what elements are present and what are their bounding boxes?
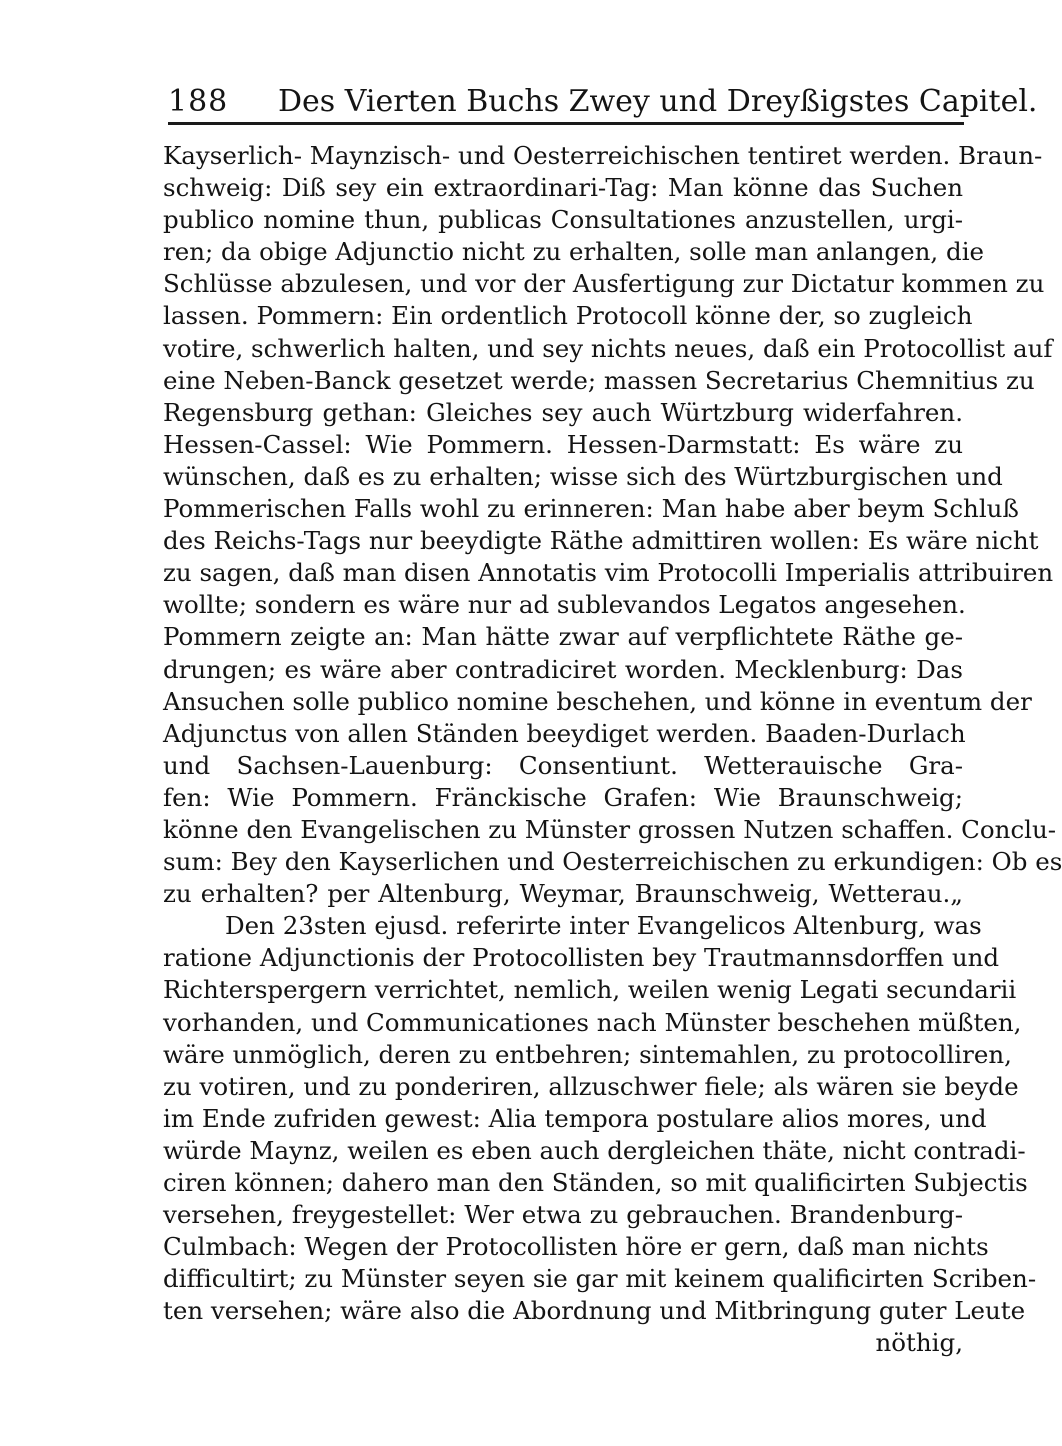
text-line: im Ende zufriden gewest: Alia tempora postulare alios mores, und bbox=[163, 1103, 987, 1133]
text-line: lassen. Pommern: Ein ordentlich Protocoll könne der, so zugleich bbox=[163, 301, 973, 331]
text-line: Ansuchen solle publico nomine beschehen, und könne in eventum der bbox=[163, 686, 1032, 716]
text-line: eine Neben-Banck gesetzet werde; massen Secretarius Chemnitius zu bbox=[163, 365, 1035, 395]
text-line: Regensburg gethan: Gleiches sey auch Würtzburg widerfahren. bbox=[163, 397, 963, 427]
text-line: Hessen-Cassel: Wie Pommern. Hessen-Darmstatt: Es wäre zu bbox=[163, 429, 963, 459]
header-rule bbox=[168, 122, 964, 125]
text-line: Richterspergern verrichtet, nemlich, weilen wenig Legati secundarii bbox=[163, 975, 1017, 1005]
text-line: Adjunctus von allen Ständen beeydiget werden. Baaden-Durlach bbox=[163, 718, 966, 748]
text-line: publico nomine thun, publicas Consultationes anzustellen, urgi- bbox=[163, 205, 963, 235]
text-line: Culmbach: Wegen der Protocollisten höre er gern, daß man nichts bbox=[163, 1232, 989, 1262]
text-line: würde Maynz, weilen es eben auch dergleichen thäte, nicht contradi- bbox=[163, 1135, 1026, 1165]
text-line: Pommerischen Falls wohl zu erinneren: Man habe aber beym Schluß bbox=[163, 494, 1019, 524]
text-line: Den 23sten ejusd. referirte inter Evangelicos Altenburg, was bbox=[225, 911, 982, 941]
running-title: Des Vierten Buchs Zwey und Dreyßigstes Capitel. bbox=[278, 84, 1038, 119]
text-line: wäre unmöglich, deren zu entbehren; sintemahlen, zu protocolliren, bbox=[163, 1039, 1012, 1069]
text-line: und Sachsen-Lauenburg: Consentiunt. Wetterauische Gra- bbox=[163, 750, 963, 780]
text-line: ratione Adjunctionis der Protocollisten bey Trautmannsdorffen und bbox=[163, 943, 1000, 973]
text-line: zu sagen, daß man disen Annotatis vim Protocolli Imperialis attribuiren bbox=[163, 558, 1054, 588]
text-line: Kayserlich- Maynzisch- und Oesterreichischen tentiret werden. Braun- bbox=[163, 141, 1043, 170]
page-number: 188 bbox=[168, 84, 229, 119]
text-line: drungen; es wäre aber contradiciret worden. Mecklenburg: Das bbox=[163, 654, 963, 684]
text-line: Schlüsse abzulesen, und vor der Ausfertigung zur Dictatur kommen zu bbox=[163, 269, 1045, 299]
body-text bbox=[163, 140, 1062, 1360]
text-line: zu erhalten? per Altenburg, Weymar, Braunschweig, Wetterau.„ bbox=[163, 879, 963, 909]
text-line: wollte; sondern es wäre nur ad sublevandos Legatos angesehen. bbox=[163, 590, 966, 620]
text-line: ren; da obige Adjunctio nicht zu erhalten, solle man anlangen, die bbox=[163, 237, 985, 267]
text-line: wünschen, daß es zu erhalten; wisse sich des Würtzburgischen und bbox=[163, 461, 1003, 491]
text-line: könne den Evangelischen zu Münster grossen Nutzen schaffen. Conclu- bbox=[163, 814, 1057, 844]
text-line: versehen, freygestellet: Wer etwa zu gebrauchen. Brandenburg- bbox=[163, 1200, 963, 1230]
text-line: schweig: Diß sey ein extraordinari-Tag: Man könne das Suchen bbox=[163, 173, 963, 203]
text-line: fen: Wie Pommern. Fränckische Grafen: Wie Braunschweig; bbox=[163, 782, 963, 812]
page-header bbox=[168, 80, 1038, 124]
text-line: ciren können; dahero man den Ständen, so mit qualificirten Subjectis bbox=[163, 1168, 1028, 1197]
text-line: Pommern zeigte an: Man hätte zwar auf verpflichtete Räthe ge- bbox=[163, 622, 963, 652]
text-line: vorhanden, und Communicationes nach Münster beschehen müßten, bbox=[163, 1007, 1022, 1037]
text-line: sum: Bey den Kayserlichen und Oesterreichischen zu erkundigen: Ob es bbox=[163, 847, 1062, 877]
text-line: votire, schwerlich halten, und sey nichts neues, daß ein Protocollist auf bbox=[163, 333, 1053, 363]
text-line: difficultirt; zu Münster seyen sie gar mit keinem qualificirten Scriben- bbox=[163, 1264, 1037, 1294]
text-line: zu votiren, und zu ponderiren, allzuschwer fiele; als wären sie beyde bbox=[163, 1071, 1019, 1101]
catchword: nöthig, bbox=[875, 1328, 963, 1358]
text-line: des Reichs-Tags nur beeydigte Räthe admittiren wollen: Es wäre nicht bbox=[163, 526, 1039, 556]
text-line: ten versehen; wäre also die Abordnung und Mitbringung guter Leute bbox=[163, 1296, 1026, 1326]
